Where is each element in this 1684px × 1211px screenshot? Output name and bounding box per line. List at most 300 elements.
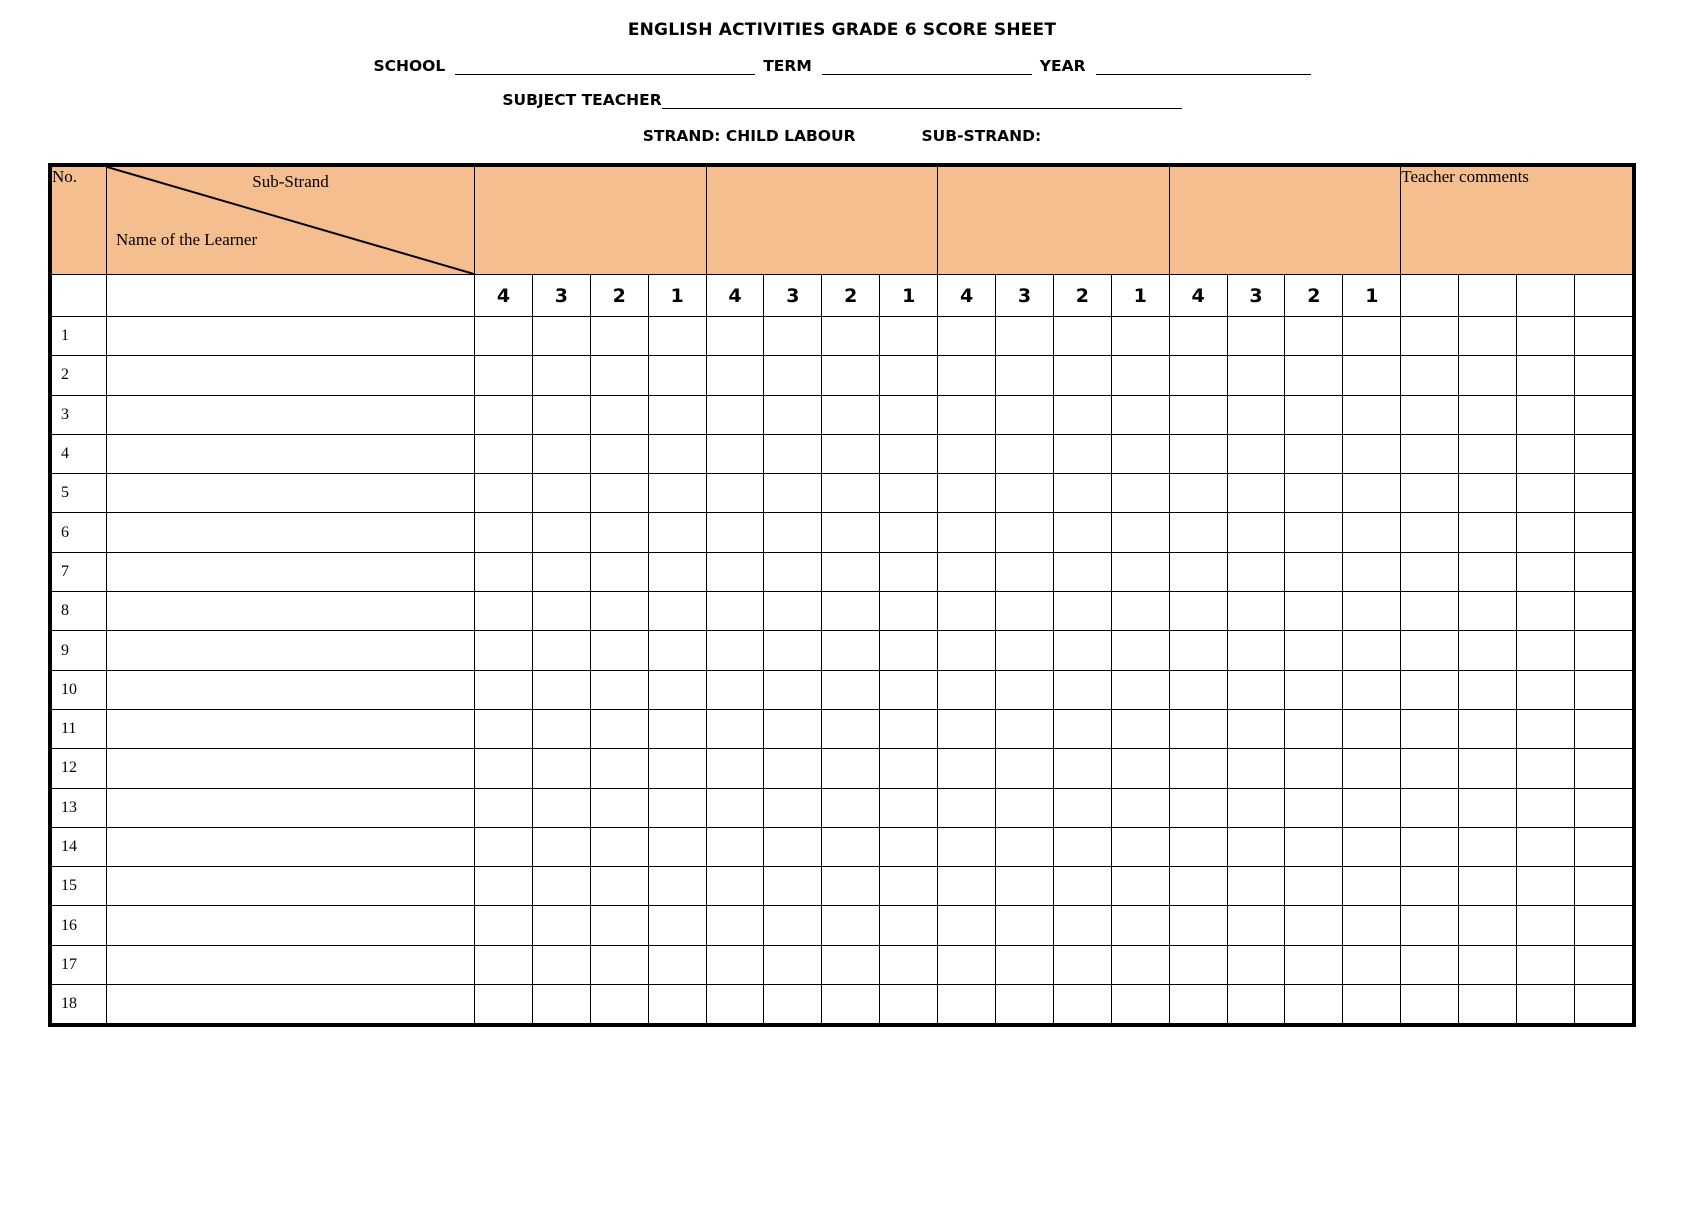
score-cell-g3-2[interactable]	[1053, 867, 1111, 906]
teacher-comment-cell-2[interactable]	[1459, 434, 1517, 473]
score-cell-g3-1[interactable]	[1111, 552, 1169, 591]
teacher-comment-cell-1[interactable]	[1401, 317, 1459, 356]
score-cell-g2-2[interactable]	[822, 552, 880, 591]
score-cell-g3-2[interactable]	[1053, 709, 1111, 748]
score-cell-g4-4[interactable]	[1169, 985, 1227, 1024]
teacher-comment-cell-3[interactable]	[1517, 552, 1575, 591]
score-cell-g2-2[interactable]	[822, 631, 880, 670]
score-cell-g3-3[interactable]	[996, 513, 1054, 552]
teacher-comment-cell-4[interactable]	[1574, 474, 1632, 513]
score-cell-g2-4[interactable]	[706, 709, 764, 748]
score-cell-g1-1[interactable]	[648, 434, 706, 473]
teacher-comment-cell-1[interactable]	[1401, 434, 1459, 473]
learner-name-cell[interactable]	[107, 356, 475, 395]
score-cell-g4-2[interactable]	[1285, 317, 1343, 356]
score-cell-g1-2[interactable]	[590, 788, 648, 827]
score-cell-g1-1[interactable]	[648, 395, 706, 434]
teacher-comment-cell-4[interactable]	[1574, 513, 1632, 552]
teacher-comment-cell-3[interactable]	[1517, 867, 1575, 906]
header-score-group-4[interactable]	[1169, 167, 1401, 275]
score-cell-g4-1[interactable]	[1343, 552, 1401, 591]
score-cell-g2-4[interactable]	[706, 317, 764, 356]
teacher-comment-cell-1[interactable]	[1401, 709, 1459, 748]
score-cell-g3-4[interactable]	[938, 317, 996, 356]
teacher-comment-cell-1[interactable]	[1401, 592, 1459, 631]
score-cell-g4-1[interactable]	[1343, 631, 1401, 670]
score-cell-g2-1[interactable]	[880, 985, 938, 1024]
score-cell-g3-4[interactable]	[938, 552, 996, 591]
score-cell-g1-3[interactable]	[532, 395, 590, 434]
score-cell-g2-3[interactable]	[764, 356, 822, 395]
score-cell-g1-3[interactable]	[532, 670, 590, 709]
learner-name-cell[interactable]	[107, 395, 475, 434]
score-cell-g2-1[interactable]	[880, 709, 938, 748]
teacher-comment-cell-1[interactable]	[1401, 356, 1459, 395]
teacher-comment-cell-3[interactable]	[1517, 395, 1575, 434]
score-cell-g3-3[interactable]	[996, 867, 1054, 906]
score-cell-g3-3[interactable]	[996, 749, 1054, 788]
score-cell-g4-3[interactable]	[1227, 670, 1285, 709]
teacher-comment-cell-1[interactable]	[1401, 945, 1459, 984]
score-cell-g3-1[interactable]	[1111, 749, 1169, 788]
score-cell-g1-2[interactable]	[590, 317, 648, 356]
score-cell-g2-1[interactable]	[880, 670, 938, 709]
score-cell-g3-3[interactable]	[996, 356, 1054, 395]
teacher-comment-cell-1[interactable]	[1401, 906, 1459, 945]
teacher-comment-cell-4[interactable]	[1574, 356, 1632, 395]
score-cell-g4-4[interactable]	[1169, 670, 1227, 709]
score-cell-g4-4[interactable]	[1169, 552, 1227, 591]
score-cell-g3-1[interactable]	[1111, 906, 1169, 945]
score-cell-g3-1[interactable]	[1111, 434, 1169, 473]
score-cell-g4-1[interactable]	[1343, 395, 1401, 434]
score-cell-g2-2[interactable]	[822, 709, 880, 748]
teacher-comment-cell-4[interactable]	[1574, 395, 1632, 434]
score-cell-g2-3[interactable]	[764, 513, 822, 552]
score-cell-g3-1[interactable]	[1111, 867, 1169, 906]
score-cell-g2-1[interactable]	[880, 788, 938, 827]
teacher-comment-cell-2[interactable]	[1459, 906, 1517, 945]
teacher-comment-cell-2[interactable]	[1459, 788, 1517, 827]
learner-name-cell[interactable]	[107, 867, 475, 906]
score-cell-g1-1[interactable]	[648, 356, 706, 395]
score-cell-g4-1[interactable]	[1343, 592, 1401, 631]
score-cell-g4-1[interactable]	[1343, 906, 1401, 945]
score-cell-g2-2[interactable]	[822, 434, 880, 473]
score-cell-g2-1[interactable]	[880, 513, 938, 552]
score-cell-g3-4[interactable]	[938, 827, 996, 866]
score-cell-g4-3[interactable]	[1227, 631, 1285, 670]
score-cell-g2-2[interactable]	[822, 985, 880, 1024]
score-cell-g2-3[interactable]	[764, 945, 822, 984]
score-cell-g4-3[interactable]	[1227, 906, 1285, 945]
learner-name-cell[interactable]	[107, 552, 475, 591]
score-cell-g2-1[interactable]	[880, 474, 938, 513]
teacher-comment-cell-3[interactable]	[1517, 985, 1575, 1024]
score-cell-g2-2[interactable]	[822, 395, 880, 434]
learner-name-cell[interactable]	[107, 827, 475, 866]
teacher-comment-cell-3[interactable]	[1517, 474, 1575, 513]
teacher-comment-cell-3[interactable]	[1517, 709, 1575, 748]
score-cell-g1-3[interactable]	[532, 631, 590, 670]
header-score-group-2[interactable]	[706, 167, 938, 275]
score-cell-g1-1[interactable]	[648, 827, 706, 866]
score-cell-g4-4[interactable]	[1169, 749, 1227, 788]
score-cell-g1-3[interactable]	[532, 749, 590, 788]
score-cell-g2-3[interactable]	[764, 395, 822, 434]
teacher-comment-cell-4[interactable]	[1574, 434, 1632, 473]
teacher-comment-cell-2[interactable]	[1459, 552, 1517, 591]
score-cell-g1-1[interactable]	[648, 592, 706, 631]
score-cell-g2-1[interactable]	[880, 906, 938, 945]
score-cell-g3-3[interactable]	[996, 906, 1054, 945]
score-cell-g4-2[interactable]	[1285, 788, 1343, 827]
teacher-comment-cell-2[interactable]	[1459, 592, 1517, 631]
teacher-comment-cell-1[interactable]	[1401, 670, 1459, 709]
score-cell-g3-2[interactable]	[1053, 670, 1111, 709]
score-cell-g4-4[interactable]	[1169, 513, 1227, 552]
score-cell-g2-1[interactable]	[880, 434, 938, 473]
score-cell-g4-1[interactable]	[1343, 827, 1401, 866]
score-cell-g4-3[interactable]	[1227, 709, 1285, 748]
score-cell-g4-1[interactable]	[1343, 513, 1401, 552]
score-cell-g1-3[interactable]	[532, 867, 590, 906]
score-cell-g2-2[interactable]	[822, 788, 880, 827]
score-cell-g1-2[interactable]	[590, 749, 648, 788]
teacher-comment-cell-1[interactable]	[1401, 867, 1459, 906]
score-cell-g3-3[interactable]	[996, 474, 1054, 513]
score-cell-g3-1[interactable]	[1111, 474, 1169, 513]
score-cell-g4-2[interactable]	[1285, 827, 1343, 866]
score-cell-g4-2[interactable]	[1285, 474, 1343, 513]
score-cell-g3-3[interactable]	[996, 670, 1054, 709]
teacher-comment-cell-2[interactable]	[1459, 395, 1517, 434]
teacher-comment-cell-4[interactable]	[1574, 827, 1632, 866]
score-cell-g2-1[interactable]	[880, 552, 938, 591]
teacher-comment-cell-2[interactable]	[1459, 670, 1517, 709]
score-cell-g1-3[interactable]	[532, 906, 590, 945]
teacher-comment-cell-3[interactable]	[1517, 592, 1575, 631]
score-cell-g2-3[interactable]	[764, 434, 822, 473]
teacher-comment-cell-2[interactable]	[1459, 631, 1517, 670]
score-cell-g3-1[interactable]	[1111, 513, 1169, 552]
teacher-comment-cell-3[interactable]	[1517, 317, 1575, 356]
score-cell-g1-2[interactable]	[590, 709, 648, 748]
score-cell-g3-3[interactable]	[996, 552, 1054, 591]
score-cell-g1-2[interactable]	[590, 631, 648, 670]
score-cell-g1-1[interactable]	[648, 513, 706, 552]
score-cell-g4-1[interactable]	[1343, 434, 1401, 473]
score-cell-g3-4[interactable]	[938, 749, 996, 788]
teacher-comment-cell-1[interactable]	[1401, 985, 1459, 1024]
score-cell-g1-3[interactable]	[532, 474, 590, 513]
score-cell-g3-3[interactable]	[996, 788, 1054, 827]
score-cell-g1-2[interactable]	[590, 513, 648, 552]
score-cell-g2-4[interactable]	[706, 906, 764, 945]
teacher-comment-cell-2[interactable]	[1459, 867, 1517, 906]
score-cell-g1-1[interactable]	[648, 749, 706, 788]
score-cell-g2-2[interactable]	[822, 906, 880, 945]
score-cell-g4-3[interactable]	[1227, 985, 1285, 1024]
score-cell-g2-1[interactable]	[880, 749, 938, 788]
teacher-comment-cell-1[interactable]	[1401, 552, 1459, 591]
teacher-comment-cell-4[interactable]	[1574, 317, 1632, 356]
score-cell-g1-3[interactable]	[532, 592, 590, 631]
learner-name-cell[interactable]	[107, 985, 475, 1024]
score-cell-g4-3[interactable]	[1227, 434, 1285, 473]
teacher-comment-cell-4[interactable]	[1574, 985, 1632, 1024]
score-cell-g2-1[interactable]	[880, 592, 938, 631]
score-cell-g2-2[interactable]	[822, 867, 880, 906]
teacher-comment-cell-4[interactable]	[1574, 906, 1632, 945]
score-cell-g2-3[interactable]	[764, 985, 822, 1024]
teacher-comment-cell-4[interactable]	[1574, 670, 1632, 709]
score-cell-g4-1[interactable]	[1343, 985, 1401, 1024]
score-cell-g3-4[interactable]	[938, 867, 996, 906]
score-cell-g1-4[interactable]	[475, 513, 533, 552]
score-cell-g3-3[interactable]	[996, 592, 1054, 631]
score-cell-g4-3[interactable]	[1227, 788, 1285, 827]
score-cell-g2-2[interactable]	[822, 592, 880, 631]
score-cell-g4-2[interactable]	[1285, 985, 1343, 1024]
teacher-comment-cell-2[interactable]	[1459, 827, 1517, 866]
score-cell-g4-3[interactable]	[1227, 749, 1285, 788]
learner-name-cell[interactable]	[107, 631, 475, 670]
score-cell-g3-3[interactable]	[996, 945, 1054, 984]
score-cell-g4-3[interactable]	[1227, 552, 1285, 591]
score-cell-g1-3[interactable]	[532, 985, 590, 1024]
score-cell-g4-4[interactable]	[1169, 827, 1227, 866]
teacher-comment-cell-4[interactable]	[1574, 552, 1632, 591]
score-cell-g4-1[interactable]	[1343, 867, 1401, 906]
score-cell-g3-3[interactable]	[996, 317, 1054, 356]
teacher-comment-cell-3[interactable]	[1517, 749, 1575, 788]
teacher-comment-cell-3[interactable]	[1517, 945, 1575, 984]
score-cell-g4-3[interactable]	[1227, 945, 1285, 984]
score-cell-g4-4[interactable]	[1169, 906, 1227, 945]
term-input[interactable]	[822, 60, 1032, 75]
score-cell-g4-3[interactable]	[1227, 395, 1285, 434]
score-cell-g1-1[interactable]	[648, 906, 706, 945]
learner-name-cell[interactable]	[107, 474, 475, 513]
score-cell-g2-4[interactable]	[706, 592, 764, 631]
score-cell-g3-4[interactable]	[938, 945, 996, 984]
score-cell-g3-4[interactable]	[938, 906, 996, 945]
score-cell-g2-4[interactable]	[706, 985, 764, 1024]
score-cell-g2-1[interactable]	[880, 631, 938, 670]
learner-name-cell[interactable]	[107, 592, 475, 631]
score-cell-g2-2[interactable]	[822, 749, 880, 788]
score-cell-g1-1[interactable]	[648, 709, 706, 748]
score-cell-g3-3[interactable]	[996, 631, 1054, 670]
score-cell-g1-4[interactable]	[475, 906, 533, 945]
score-cell-g4-2[interactable]	[1285, 945, 1343, 984]
learner-name-cell[interactable]	[107, 434, 475, 473]
score-cell-g2-4[interactable]	[706, 670, 764, 709]
score-cell-g2-4[interactable]	[706, 945, 764, 984]
score-cell-g4-1[interactable]	[1343, 788, 1401, 827]
score-cell-g2-4[interactable]	[706, 749, 764, 788]
score-cell-g2-1[interactable]	[880, 395, 938, 434]
teacher-comment-cell-3[interactable]	[1517, 434, 1575, 473]
score-cell-g4-2[interactable]	[1285, 592, 1343, 631]
teacher-comment-cell-3[interactable]	[1517, 906, 1575, 945]
teacher-comment-cell-4[interactable]	[1574, 867, 1632, 906]
teacher-comment-cell-4[interactable]	[1574, 709, 1632, 748]
score-cell-g1-3[interactable]	[532, 513, 590, 552]
score-cell-g1-1[interactable]	[648, 552, 706, 591]
score-cell-g4-1[interactable]	[1343, 709, 1401, 748]
score-cell-g2-4[interactable]	[706, 631, 764, 670]
score-cell-g3-4[interactable]	[938, 434, 996, 473]
teacher-comment-cell-2[interactable]	[1459, 749, 1517, 788]
score-cell-g3-2[interactable]	[1053, 749, 1111, 788]
score-cell-g1-2[interactable]	[590, 552, 648, 591]
score-cell-g1-4[interactable]	[475, 317, 533, 356]
score-cell-g4-1[interactable]	[1343, 356, 1401, 395]
score-cell-g3-4[interactable]	[938, 356, 996, 395]
score-cell-g2-3[interactable]	[764, 670, 822, 709]
school-input[interactable]	[455, 60, 755, 75]
score-cell-g1-2[interactable]	[590, 945, 648, 984]
score-cell-g2-3[interactable]	[764, 474, 822, 513]
score-cell-g4-3[interactable]	[1227, 827, 1285, 866]
score-cell-g2-1[interactable]	[880, 867, 938, 906]
score-cell-g2-3[interactable]	[764, 709, 822, 748]
teacher-comment-cell-2[interactable]	[1459, 945, 1517, 984]
score-cell-g4-1[interactable]	[1343, 749, 1401, 788]
score-cell-g4-2[interactable]	[1285, 552, 1343, 591]
score-cell-g2-3[interactable]	[764, 592, 822, 631]
score-cell-g1-4[interactable]	[475, 709, 533, 748]
score-cell-g1-1[interactable]	[648, 867, 706, 906]
score-cell-g2-2[interactable]	[822, 827, 880, 866]
score-cell-g1-3[interactable]	[532, 709, 590, 748]
teacher-comment-cell-4[interactable]	[1574, 592, 1632, 631]
score-cell-g4-2[interactable]	[1285, 395, 1343, 434]
score-cell-g2-2[interactable]	[822, 356, 880, 395]
subject-teacher-input[interactable]	[662, 94, 1182, 109]
score-cell-g1-2[interactable]	[590, 906, 648, 945]
score-cell-g3-3[interactable]	[996, 395, 1054, 434]
teacher-comment-cell-2[interactable]	[1459, 356, 1517, 395]
score-cell-g3-1[interactable]	[1111, 631, 1169, 670]
score-cell-g3-1[interactable]	[1111, 827, 1169, 866]
score-cell-g4-1[interactable]	[1343, 945, 1401, 984]
score-cell-g4-3[interactable]	[1227, 513, 1285, 552]
teacher-comment-cell-2[interactable]	[1459, 985, 1517, 1024]
score-cell-g3-2[interactable]	[1053, 906, 1111, 945]
score-cell-g1-2[interactable]	[590, 434, 648, 473]
score-cell-g2-2[interactable]	[822, 317, 880, 356]
score-cell-g3-1[interactable]	[1111, 985, 1169, 1024]
score-cell-g1-2[interactable]	[590, 985, 648, 1024]
teacher-comment-cell-4[interactable]	[1574, 631, 1632, 670]
score-cell-g4-3[interactable]	[1227, 592, 1285, 631]
score-cell-g3-2[interactable]	[1053, 474, 1111, 513]
score-cell-g4-4[interactable]	[1169, 474, 1227, 513]
teacher-comment-cell-3[interactable]	[1517, 827, 1575, 866]
score-cell-g2-3[interactable]	[764, 749, 822, 788]
score-cell-g3-1[interactable]	[1111, 709, 1169, 748]
score-cell-g3-3[interactable]	[996, 434, 1054, 473]
teacher-comment-cell-4[interactable]	[1574, 945, 1632, 984]
score-cell-g4-2[interactable]	[1285, 356, 1343, 395]
score-cell-g1-1[interactable]	[648, 788, 706, 827]
score-cell-g4-4[interactable]	[1169, 592, 1227, 631]
score-cell-g3-4[interactable]	[938, 985, 996, 1024]
teacher-comment-cell-2[interactable]	[1459, 709, 1517, 748]
score-cell-g1-4[interactable]	[475, 670, 533, 709]
score-cell-g3-1[interactable]	[1111, 395, 1169, 434]
teacher-comment-cell-1[interactable]	[1401, 788, 1459, 827]
score-cell-g3-4[interactable]	[938, 709, 996, 748]
teacher-comment-cell-1[interactable]	[1401, 474, 1459, 513]
score-cell-g2-2[interactable]	[822, 513, 880, 552]
score-cell-g3-1[interactable]	[1111, 670, 1169, 709]
score-cell-g3-2[interactable]	[1053, 985, 1111, 1024]
score-cell-g1-4[interactable]	[475, 592, 533, 631]
score-cell-g2-3[interactable]	[764, 552, 822, 591]
score-cell-g3-1[interactable]	[1111, 592, 1169, 631]
score-cell-g3-4[interactable]	[938, 592, 996, 631]
header-score-group-1[interactable]	[475, 167, 707, 275]
teacher-comment-cell-1[interactable]	[1401, 749, 1459, 788]
score-cell-g4-4[interactable]	[1169, 709, 1227, 748]
score-cell-g4-4[interactable]	[1169, 631, 1227, 670]
teacher-comment-cell-3[interactable]	[1517, 670, 1575, 709]
score-cell-g1-3[interactable]	[532, 434, 590, 473]
score-cell-g1-1[interactable]	[648, 670, 706, 709]
score-cell-g2-2[interactable]	[822, 670, 880, 709]
learner-name-cell[interactable]	[107, 945, 475, 984]
score-cell-g3-3[interactable]	[996, 985, 1054, 1024]
score-cell-g1-4[interactable]	[475, 945, 533, 984]
score-cell-g2-4[interactable]	[706, 434, 764, 473]
score-cell-g2-2[interactable]	[822, 945, 880, 984]
score-cell-g1-2[interactable]	[590, 670, 648, 709]
score-cell-g3-2[interactable]	[1053, 631, 1111, 670]
score-cell-g1-3[interactable]	[532, 827, 590, 866]
score-cell-g3-2[interactable]	[1053, 434, 1111, 473]
score-cell-g4-4[interactable]	[1169, 395, 1227, 434]
score-cell-g3-4[interactable]	[938, 513, 996, 552]
year-input[interactable]	[1096, 60, 1311, 75]
learner-name-cell[interactable]	[107, 788, 475, 827]
score-cell-g1-2[interactable]	[590, 474, 648, 513]
score-cell-g2-4[interactable]	[706, 513, 764, 552]
teacher-comment-cell-3[interactable]	[1517, 631, 1575, 670]
score-cell-g4-2[interactable]	[1285, 867, 1343, 906]
score-cell-g3-4[interactable]	[938, 474, 996, 513]
score-cell-g1-1[interactable]	[648, 317, 706, 356]
score-cell-g3-3[interactable]	[996, 827, 1054, 866]
score-cell-g1-4[interactable]	[475, 867, 533, 906]
score-cell-g1-1[interactable]	[648, 945, 706, 984]
score-cell-g2-1[interactable]	[880, 356, 938, 395]
score-cell-g3-1[interactable]	[1111, 356, 1169, 395]
score-cell-g3-2[interactable]	[1053, 513, 1111, 552]
score-cell-g1-3[interactable]	[532, 356, 590, 395]
score-cell-g1-2[interactable]	[590, 827, 648, 866]
score-cell-g1-1[interactable]	[648, 985, 706, 1024]
score-cell-g1-3[interactable]	[532, 945, 590, 984]
score-cell-g4-3[interactable]	[1227, 317, 1285, 356]
learner-name-cell[interactable]	[107, 513, 475, 552]
score-cell-g4-2[interactable]	[1285, 670, 1343, 709]
score-cell-g3-1[interactable]	[1111, 945, 1169, 984]
score-cell-g4-2[interactable]	[1285, 709, 1343, 748]
